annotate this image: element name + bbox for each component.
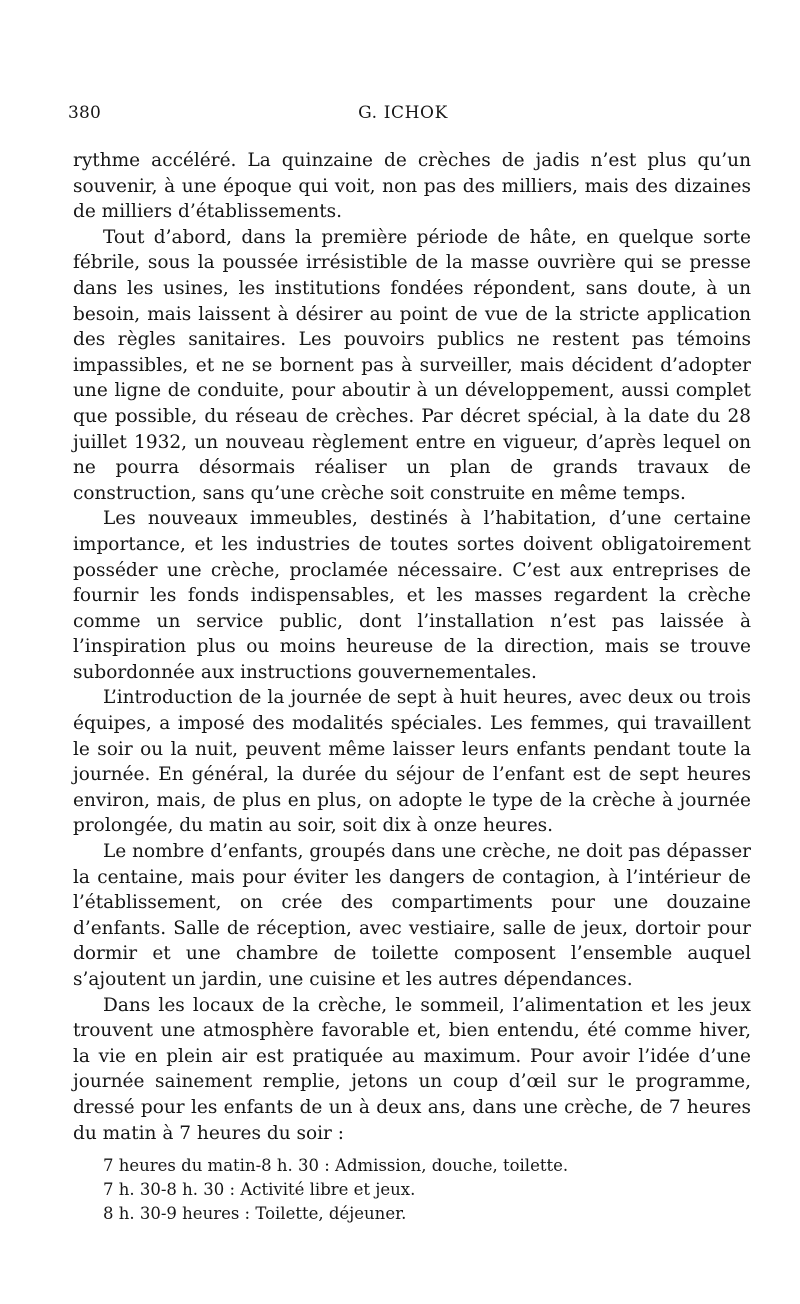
page-number: 380: [68, 103, 102, 123]
paragraph: L’introduction de la journée de sept à huit heures, avec deux ou trois équipes, a imposé des modalités spéciales. Les femmes, qui travaillent le soir ou la nuit, peuvent même laisser leurs enfants pendant toute la journée. En général, la durée du séjour de l’enfant est de sept heures environ, mais, de plus en plus, on adopte le type de la crèche à journée prolongée, du matin au soir, soit dix à onze heures.: [73, 687, 751, 837]
schedule-item: 7 h. 30-8 h. 30 : Activité libre et jeux.: [103, 1180, 416, 1199]
schedule-item: 8 h. 30-9 heures : Toilette, déjeuner.: [103, 1204, 407, 1223]
paragraph-continuation: rythme accéléré. La quinzaine de crèches de jadis n’est plus qu’un souvenir, à une époque qui voit, non pas des milliers, mais des dizaines de milliers d’établissements.: [73, 150, 751, 223]
schedule-item: 7 heures du matin-8 h. 30 : Admission, douche, toilette.: [103, 1156, 569, 1175]
paragraph: Les nouveaux immeubles, destinés à l’habitation, d’une certaine importance, et les industries de toutes sortes doivent obligatoirement posséder une crèche, proclamée nécessaire. C’est aux entreprises de fournir les fonds indispensables, et les masses regardent la crèche comme un service public, dont l’installation n’est pas laissée à l’inspiration plus ou moins heureuse de la direction, mais se trouve subordonnée aux instructions gouvernementales.: [73, 508, 751, 683]
paragraph: Tout d’abord, dans la première période de hâte, en quelque sorte fébrile, sous la poussée irrésistible de la masse ouvrière qui se presse dans les usines, les institutions fondées répondent, sans doute, à un besoin, mais laissent à désirer au point de vue de la stricte application des règles sanitaires. Les pouvoirs publics ne restent pas témoins impassibles, et ne se bornent pas à surveiller, mais décident d’adopter une ligne de conduite, pour aboutir à un développement, aussi complet que possible, du réseau de crèches. Par décret spécial, à la date du 28 juillet 1932, un nouveau règlement entre en vigueur, d’après lequel on ne pourra désormais réaliser un plan de grands travaux de construction, sans qu’une crèche soit construite en même temps.: [73, 226, 751, 504]
running-head: G. ICHOK: [358, 103, 448, 123]
page-header: [68, 103, 738, 129]
paragraph: Le nombre d’enfants, groupés dans une crèche, ne doit pas dépasser la centaine, mais pour éviter les dangers de contagion, à l’intérieur de l’établissement, on crée des compartiments pour une douzaine d’enfants. Salle de réception, avec vestiaire, salle de jeux, dortoir pour dormir et une chambre de toilette composent l’ensemble auquel s’ajoutent un jardin, une cuisine et les autres dépendances.: [73, 841, 751, 990]
paragraph: Dans les locaux de la crèche, le sommeil, l’alimentation et les jeux trouvent une atmosphère favorable et, bien entendu, été comme hiver, la vie en plein air est pratiquée au maximum. Pour avoir l’idée d’une journée sainement remplie, jetons un coup d’œil sur le programme, dressé pour les enfants de un à deux ans, dans une crèche, de 7 heures du matin à 7 heures du soir :: [73, 994, 751, 1144]
schedule-list: [103, 1154, 753, 1226]
body-text: [73, 148, 751, 1146]
